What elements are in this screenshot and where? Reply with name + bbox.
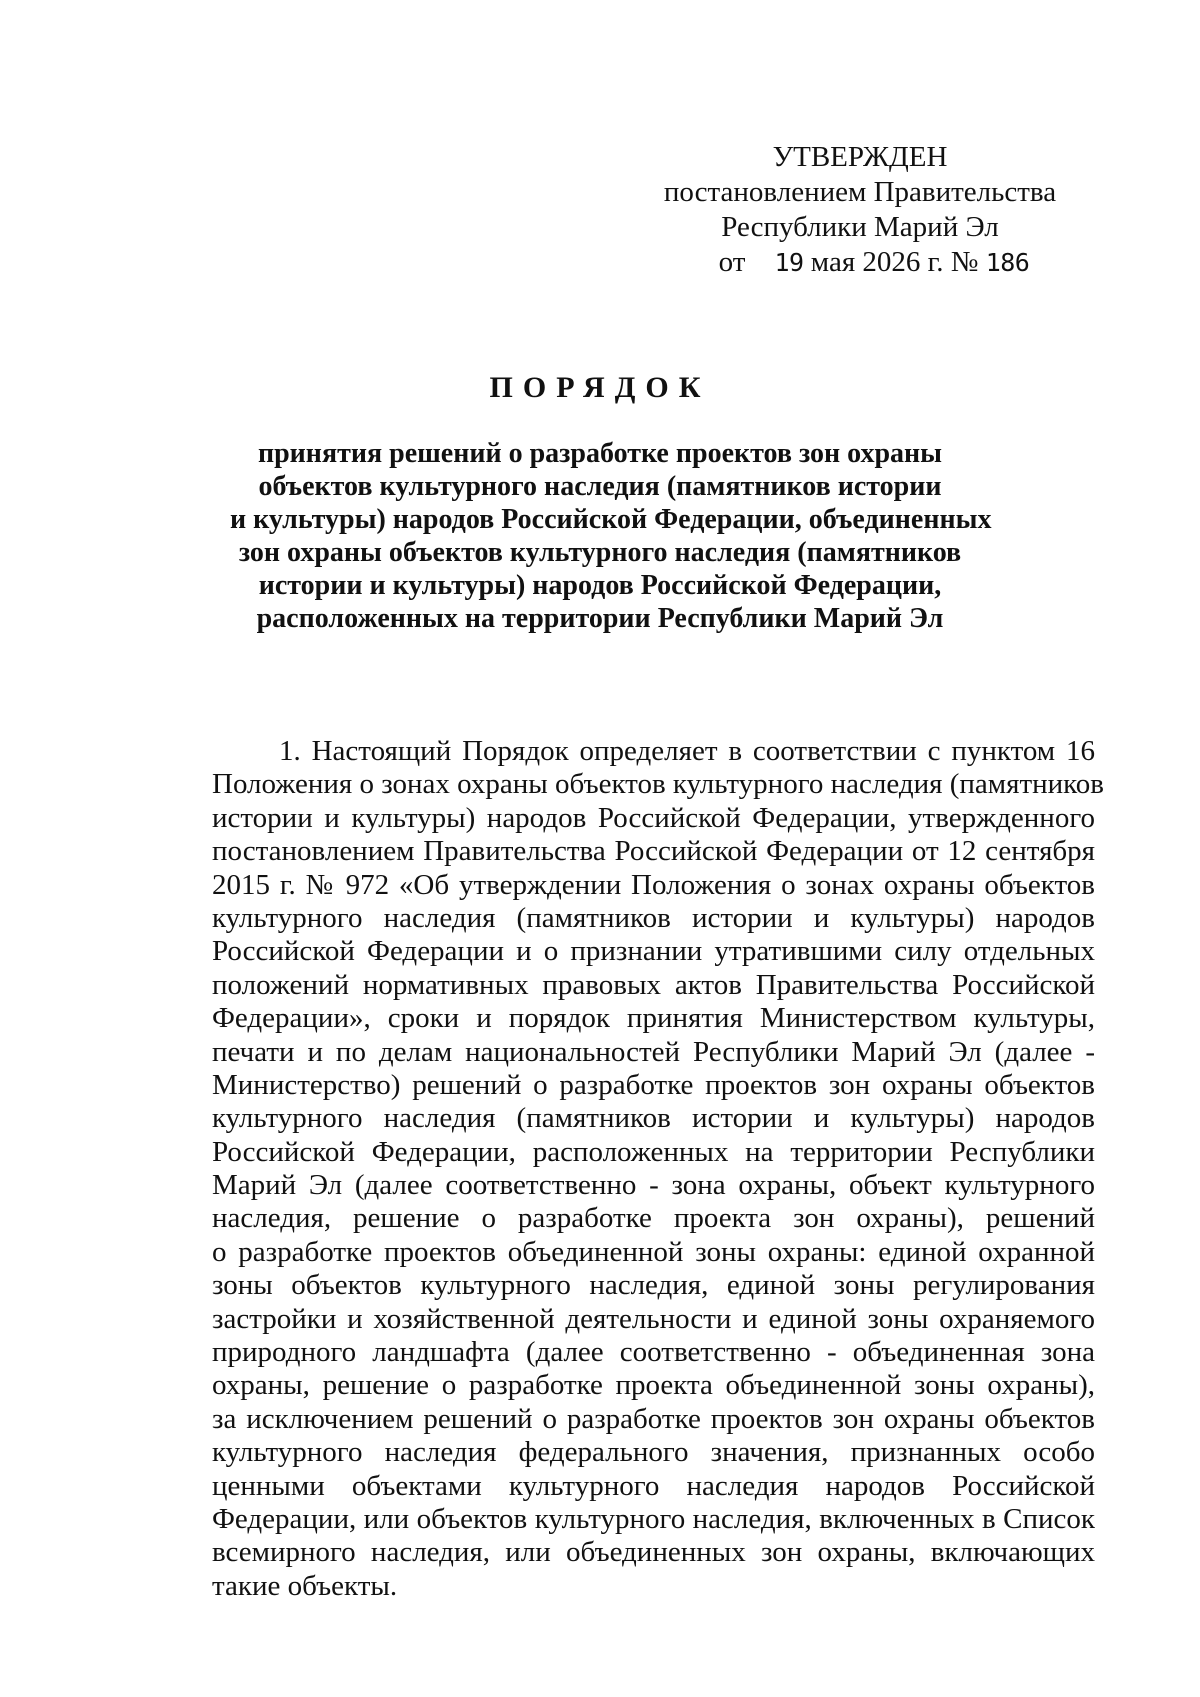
subtitle-line: объектов культурного наследия (памятников истории (258, 471, 942, 502)
document-subtitle (230, 437, 992, 635)
paragraph-line: за исключением решений о разработке проектов зон охраны объектов (212, 1402, 1095, 1435)
document-title: ПОРЯДОК (489, 371, 711, 404)
subtitle-line: расположенных на территории Республики Марий Эл (256, 603, 944, 634)
approval-date-rest: мая 2026 г. № (810, 246, 979, 278)
paragraph-line: охраны, решение о разработке проекта объединенной зоны охраны), (212, 1369, 1095, 1402)
approval-date-day: 19 (774, 248, 804, 277)
paragraph-line: культурного наследия (памятников истории и культуры) народов (212, 1102, 1095, 1135)
paragraph-line: Федерации, или объектов культурного наследия, включенных в Список (212, 1502, 1095, 1535)
paragraph-line: 1. Настоящий Порядок определяет в соответствии с пунктом 16 (279, 735, 1095, 767)
paragraph-line: Федерации», сроки и порядок принятия Министерством культуры, (212, 1002, 1095, 1035)
approval-stamp (650, 140, 1070, 280)
subtitle-line: зон охраны объектов культурного наследия (памятников (238, 537, 962, 568)
paragraph-1 (212, 735, 1104, 1603)
subtitle-line: истории и культуры) народов Российской Федерации, (258, 570, 942, 601)
paragraph-line: Министерство) решений о разработке проектов зон охраны объектов (212, 1068, 1095, 1101)
paragraph-line: истории и культуры) народов Российской Федерации, утвержденного (212, 801, 1095, 834)
paragraph-line: Российской Федерации и о признании утратившими силу отдельных (212, 935, 1095, 968)
paragraph-line: ценными объектами культурного наследия народов Российской (212, 1469, 1095, 1502)
paragraph-line: такие объекты. (212, 1569, 398, 1602)
approval-number: 186 (985, 248, 1030, 277)
paragraph-line: печати и по делам национальностей Республики Марий Эл (далее - (212, 1035, 1095, 1068)
paragraph-line: культурного наследия федерального значения, признанных особо (212, 1436, 1095, 1469)
approval-line-2: Республики Марий Эл (721, 211, 999, 243)
approval-heading: УТВЕРЖДЕН (772, 141, 948, 173)
approval-line-1: постановлением Правительства (663, 176, 1057, 208)
paragraph-line: постановлением Правительства Российской Федерации от 12 сентября (212, 835, 1095, 868)
paragraph-line: Марий Эл (далее соответственно - зона охраны, объект культурного (212, 1169, 1095, 1202)
paragraph-line: культурного наследия (памятников истории и культуры) народов (212, 901, 1095, 934)
paragraph-line: Российской Федерации, расположенных на территории Республики (212, 1135, 1095, 1168)
paragraph-line: наследия, решение о разработке проекта зон охраны), решений (212, 1202, 1095, 1235)
paragraph-line: всемирного наследия, или объединенных зон охраны, включающих (212, 1536, 1095, 1569)
paragraph-line: 2015 г. № 972 «Об утверждении Положения о зонах охраны объектов (212, 868, 1095, 901)
approval-date-prefix: от (718, 246, 746, 278)
subtitle-line: и культуры) народов Российской Федерации, объединенных (230, 504, 992, 535)
paragraph-line: о разработке проектов объединенной зоны охраны: единой охранной (212, 1235, 1095, 1268)
paragraph-line: зоны объектов культурного наследия, единой зоны регулирования (212, 1269, 1095, 1302)
approval-date-line (678, 245, 1070, 280)
paragraph-line: Положения о зонах охраны объектов культурного наследия (памятников (212, 768, 1104, 801)
paragraph-line: застройки и хозяйственной деятельности и единой зоны охраняемого (212, 1302, 1095, 1335)
paragraph-line: природного ландшафта (далее соответственно - объединенная зона (212, 1336, 1095, 1369)
subtitle-line: принятия решений о разработке проектов зон охраны (257, 438, 943, 469)
paragraph-line: положений нормативных правовых актов Правительства Российской (212, 968, 1095, 1001)
